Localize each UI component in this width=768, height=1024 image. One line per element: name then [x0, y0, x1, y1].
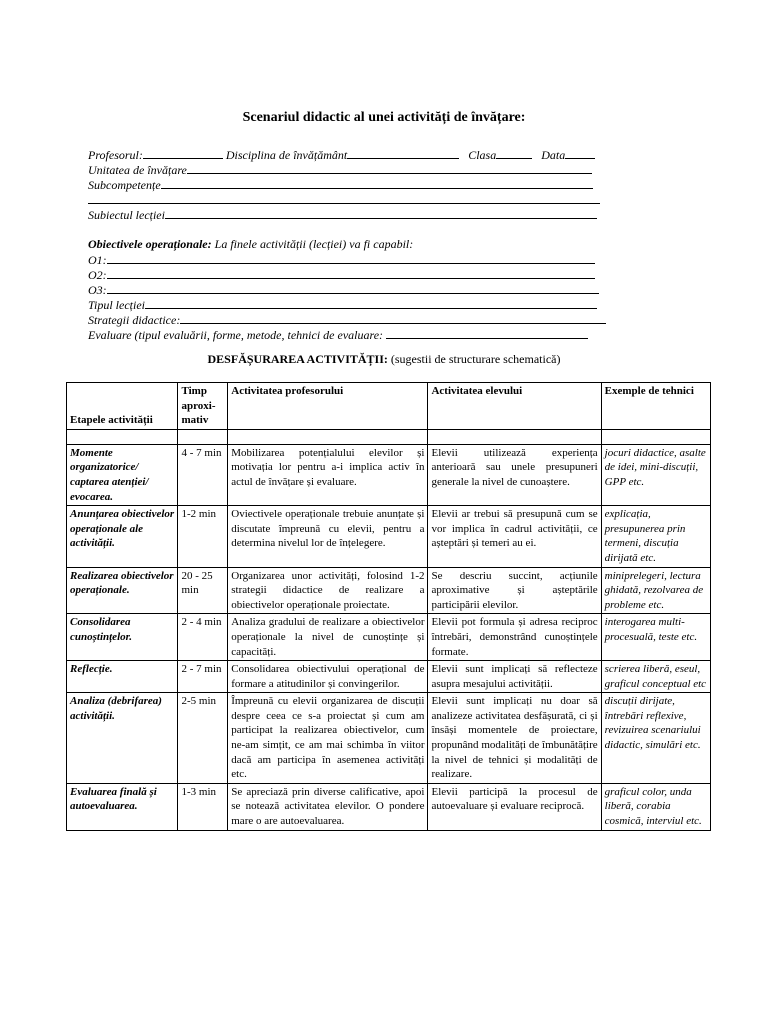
row-time: 2-5 min	[178, 693, 228, 784]
row-teacher: Consolidarea obiectivului operațional de formare a atitudinilor și convingerilor.	[228, 661, 428, 693]
table-row	[67, 783, 711, 830]
table-row	[67, 444, 711, 505]
row-stage: Reflecție.	[67, 661, 178, 693]
row-teacher: Împreună cu elevii organizarea de discuții despre ceea ce s-a proiectat și cum am participat la realizarea obiectivelor, cum ne-am simțit, ce am mai schimba în viitor dacă am participa în asemenea activități etc.	[228, 693, 428, 784]
o1-label: O1:	[88, 253, 107, 267]
obiective-line	[88, 237, 413, 251]
o3-line	[88, 282, 599, 296]
o2-line	[88, 267, 595, 281]
row-student: Elevii sunt implicați nu doar să analizeze activitatea desfășurată, ci și însăși momentele de proiectare, propunând modalități de îmbunătățire la nivel de tehnici și modalități de realizare.	[428, 693, 601, 784]
unitatea-line	[88, 162, 592, 176]
o3-label: O3:	[88, 283, 107, 297]
obiective-text: La finele activității (lecției) va fi capabil:	[214, 237, 414, 251]
row-time: 20 - 25 min	[178, 567, 228, 614]
row-stage: Realizarea obiectivelor operaționale.	[67, 567, 178, 614]
activity-table	[66, 382, 711, 831]
data-label: Data	[541, 148, 566, 162]
row-student: Elevii utilizează experiența anterioară sau unele presupuneri generale la nivel de cunoaștere.	[428, 444, 601, 505]
row-techniques: miniprelegeri, lectura ghidată, rezolvarea de probleme etc.	[601, 567, 710, 614]
spacer-row	[67, 429, 711, 444]
disciplina-label: Disciplina de învățământ	[225, 148, 348, 162]
row-time: 2 - 7 min	[178, 661, 228, 693]
row-techniques: explicația, presupunerea prin termeni, discuția dirijată etc.	[601, 506, 710, 567]
row-stage: Analiza (debrifarea) activității.	[67, 693, 178, 784]
table-row	[67, 506, 711, 567]
row-stage: Anunțarea obiectivelor operaționale ale activității.	[67, 506, 178, 567]
o2-label: O2:	[88, 268, 107, 282]
profesorul-label: Profesorul:	[88, 148, 143, 162]
row-teacher: Se apreciază prin diverse calificative, apoi se notează activitatea elevilor. O pondere mare o are autoevaluarea.	[228, 783, 428, 830]
row-time: 1-3 min	[178, 783, 228, 830]
subiectul-label: Subiectul lecției	[88, 208, 165, 222]
strategii-line	[88, 312, 606, 326]
strategii-label: Strategii didactice:	[88, 313, 181, 327]
row-student: Elevii sunt implicați să reflecteze asupra mesajului activității.	[428, 661, 601, 693]
blank-line	[88, 192, 600, 206]
evaluare-line	[88, 327, 588, 341]
row-stage: Evaluarea finală și autoevaluarea.	[67, 783, 178, 830]
row-student: Elevii pot formula și adresa reciproc întrebări, demonstrând cunoștințele formate.	[428, 614, 601, 661]
row-techniques: discuții dirijate, întrebări reflexive, revizuirea scenariului didactic, simulări etc.	[601, 693, 710, 784]
header-teacher: Activitatea profesorului	[228, 383, 428, 430]
row-techniques: interogarea multi-procesuală, teste etc.	[601, 614, 710, 661]
row-stage: Momente organizatorice/ captarea atenției/ evocarea.	[67, 444, 178, 505]
tipul-label: Tipul lecției	[88, 298, 145, 312]
profesorul-line	[88, 147, 595, 161]
section-title: DESFĂȘURAREA ACTIVITĂȚII:	[207, 352, 388, 366]
table-row	[67, 614, 711, 661]
tipul-line	[88, 297, 597, 311]
document-title: Scenariul didactic al unei activități de învățare:	[242, 110, 526, 125]
header-time: Timp aproxi-mativ	[178, 383, 228, 430]
header-stage: Etapele activității	[67, 383, 178, 430]
row-teacher: Analiza gradului de realizare a obiectivelor operaționale la nivel de cunoștințe și capacități.	[228, 614, 428, 661]
row-techniques: graficul color, unda liberă, corabia cosmică, interviul etc.	[601, 783, 710, 830]
row-student: Se descriu succint, acțiunile aproximative și așteptările participării elevilor.	[428, 567, 601, 614]
row-techniques: jocuri didactice, asalte de idei, mini-discuții, GPP etc.	[601, 444, 710, 505]
table-header-row	[67, 383, 711, 430]
row-student: Elevii participă la procesul de autoevaluare și evaluare reciprocă.	[428, 783, 601, 830]
section-heading	[0, 352, 768, 367]
row-teacher: Organizarea unor activități, folosind 1-2 strategii didactice de realizare a obiectivelor operaționale proiectate.	[228, 567, 428, 614]
clasa-label: Clasa	[468, 148, 497, 162]
row-techniques: scrierea liberă, eseul, graficul conceptual etc	[601, 661, 710, 693]
row-time: 1-2 min	[178, 506, 228, 567]
header-techniques: Exemple de tehnici	[601, 383, 710, 430]
evaluare-label: Evaluare (tipul evaluării, forme, metode, tehnici de evaluare:	[88, 328, 384, 342]
subiectul-line	[88, 207, 597, 221]
row-teacher: Mobilizarea potențialului elevilor și motivația lor pentru a-i implica activ în actul de învățare și evaluare.	[228, 444, 428, 505]
section-subtitle: (sugestii de structurare schematică)	[390, 352, 561, 366]
table-row	[67, 693, 711, 784]
subcompetente-label: Subcompetențe	[88, 178, 161, 192]
unitatea-label: Unitatea de învățare	[88, 163, 187, 177]
o1-line	[88, 252, 595, 266]
subcompetente-line	[88, 177, 593, 191]
row-time: 4 - 7 min	[178, 444, 228, 505]
obiective-label: Obiectivele operaționale:	[88, 237, 212, 251]
table-row	[67, 567, 711, 614]
row-teacher: Oviectivele operaționale trebuie anunțate și discutate împreună cu elevii, pentru a determina nivelul lor de înțelegere.	[228, 506, 428, 567]
header-student: Activitatea elevului	[428, 383, 601, 430]
row-student: Elevii ar trebui să presupună cum se vor implica în cadrul activității, ce așteptări și temeri au ei.	[428, 506, 601, 567]
table-row	[67, 661, 711, 693]
row-stage: Consolidarea cunoștințelor.	[67, 614, 178, 661]
row-time: 2 - 4 min	[178, 614, 228, 661]
